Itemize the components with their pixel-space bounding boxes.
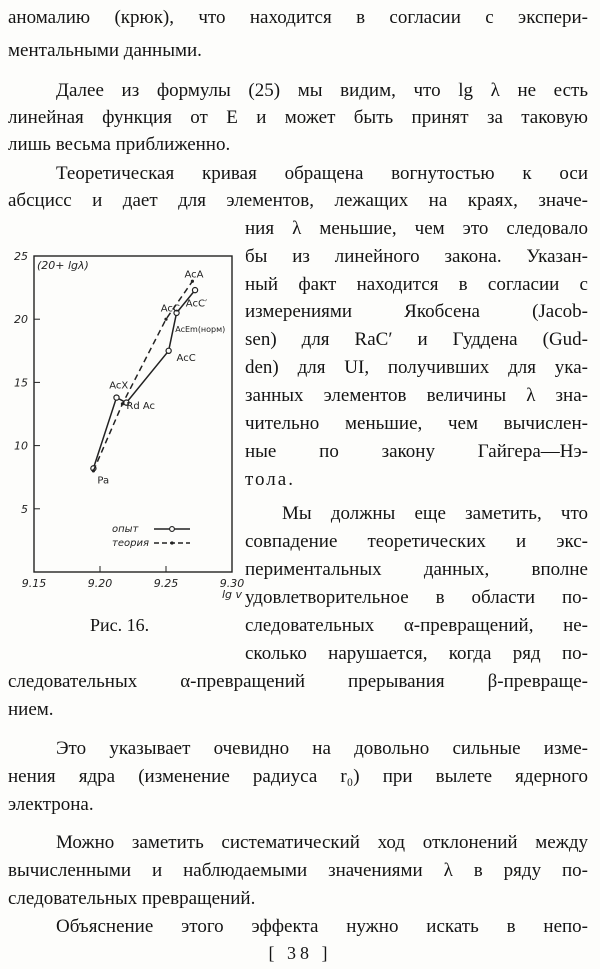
point-label: AcA bbox=[184, 269, 204, 281]
text-line: следовательных α-превращений прерывания β-превраще- bbox=[8, 671, 588, 692]
text-line: электрона. bbox=[8, 794, 94, 815]
text-line: занных элементов величины λ зна- bbox=[245, 385, 588, 406]
y-axis-label: (20+ lgλ) bbox=[37, 259, 89, 272]
page-number: [ 38 ] bbox=[268, 943, 332, 963]
text-line: периментальных данных, вполне bbox=[245, 559, 588, 580]
text-line: нием. bbox=[8, 699, 54, 720]
theory-point bbox=[121, 402, 124, 405]
point-label: AcEm(норм) bbox=[175, 324, 226, 334]
text-line: ный факт находится в согласии с bbox=[245, 274, 588, 295]
text-line: бы из линейного закона. Указан- bbox=[245, 246, 588, 267]
legend-label: опыт bbox=[112, 524, 139, 535]
legend-marker-experiment bbox=[170, 527, 175, 532]
text-line: чительно меньшие, чем вычислен- bbox=[245, 413, 588, 434]
point-label: AcC bbox=[176, 352, 196, 364]
y-tick-label: 15 bbox=[14, 376, 28, 390]
text-line: аномалию (крюк), что находится в согласии с экспери- bbox=[8, 7, 588, 28]
x-tick-label: 9.30 bbox=[219, 577, 244, 590]
point-label: AcC bbox=[160, 303, 180, 315]
x-tick-label: 9.25 bbox=[153, 577, 179, 590]
text-line: Мы должны еще заметить, что bbox=[282, 503, 588, 524]
text-line: совпадение теоретических и экс- bbox=[245, 531, 588, 552]
text-line: sen) для RaC′ и Гуддена (Gud- bbox=[245, 329, 588, 350]
x-tick-label: 9.20 bbox=[87, 577, 113, 590]
text-line: тола. bbox=[245, 469, 295, 490]
text-line: следовательных α-превращений, не- bbox=[245, 615, 588, 636]
text-line: удовлетворительное в области по- bbox=[245, 587, 588, 608]
text-line: Это указывает очевидно на довольно сильные изме- bbox=[56, 738, 588, 759]
text-line: лишь весьма приближенно. bbox=[8, 134, 231, 155]
point-label: AcX bbox=[109, 380, 129, 392]
text-line: ные по закону Гайгера—Нэ- bbox=[245, 441, 588, 462]
y-tick-label: 10 bbox=[14, 439, 28, 453]
series-line-experiment bbox=[93, 290, 195, 468]
text-line: ния λ меньшие, чем это следовало bbox=[245, 218, 588, 239]
text-line: ментальными данными. bbox=[8, 40, 202, 61]
theory-point bbox=[92, 469, 95, 472]
text-line: абсцисс и дает для элементов, лежащих на краях, значе- bbox=[8, 190, 588, 211]
point-label: AcC′ bbox=[185, 298, 208, 310]
experiment-point bbox=[166, 348, 171, 353]
x-tick-label: 9.15 bbox=[21, 577, 47, 590]
text-line: Теоретическая кривая обращена вогнутостью к оси bbox=[56, 163, 588, 184]
text-line: нения ядра (изменение радиуса r₀) при вылете ядерного bbox=[8, 766, 588, 787]
text-line: Объяснение этого эффекта нужно искать в непо- bbox=[56, 916, 588, 937]
figure-16 bbox=[6, 240, 244, 600]
text-line: линейная функция от E и может быть принят за таковую bbox=[8, 107, 588, 128]
text-line: следовательных превращений. bbox=[8, 888, 256, 909]
y-tick-label: 20 bbox=[14, 313, 28, 327]
x-axis-label: lg v bbox=[222, 588, 243, 600]
legend-label: теория bbox=[112, 538, 149, 549]
experiment-point bbox=[192, 288, 197, 293]
theory-point bbox=[164, 318, 167, 321]
experiment-point bbox=[114, 395, 119, 400]
text-line: Далее из формулы (25) мы видим, что lg λ не есть bbox=[56, 80, 588, 101]
text-line: измерениями Якобсена (Jacob- bbox=[245, 301, 588, 322]
figure-caption: Рис. 16. bbox=[90, 615, 150, 635]
legend-marker-theory bbox=[170, 541, 173, 544]
text-line: вычисленными и наблюдаемыми значениями λ в ряду по- bbox=[8, 860, 588, 881]
text-line: сколько нарушается, когда ряд по- bbox=[245, 643, 588, 664]
point-label: Rd Ac bbox=[126, 400, 156, 412]
y-tick-label: 25 bbox=[14, 250, 28, 263]
y-tick-label: 5 bbox=[21, 502, 28, 516]
point-label: Pa bbox=[97, 475, 110, 487]
chart bbox=[6, 240, 244, 600]
text-line: Можно заметить систематический ход отклонений между bbox=[56, 832, 588, 853]
text-line: den) для UI, получивших для ука- bbox=[245, 357, 588, 378]
